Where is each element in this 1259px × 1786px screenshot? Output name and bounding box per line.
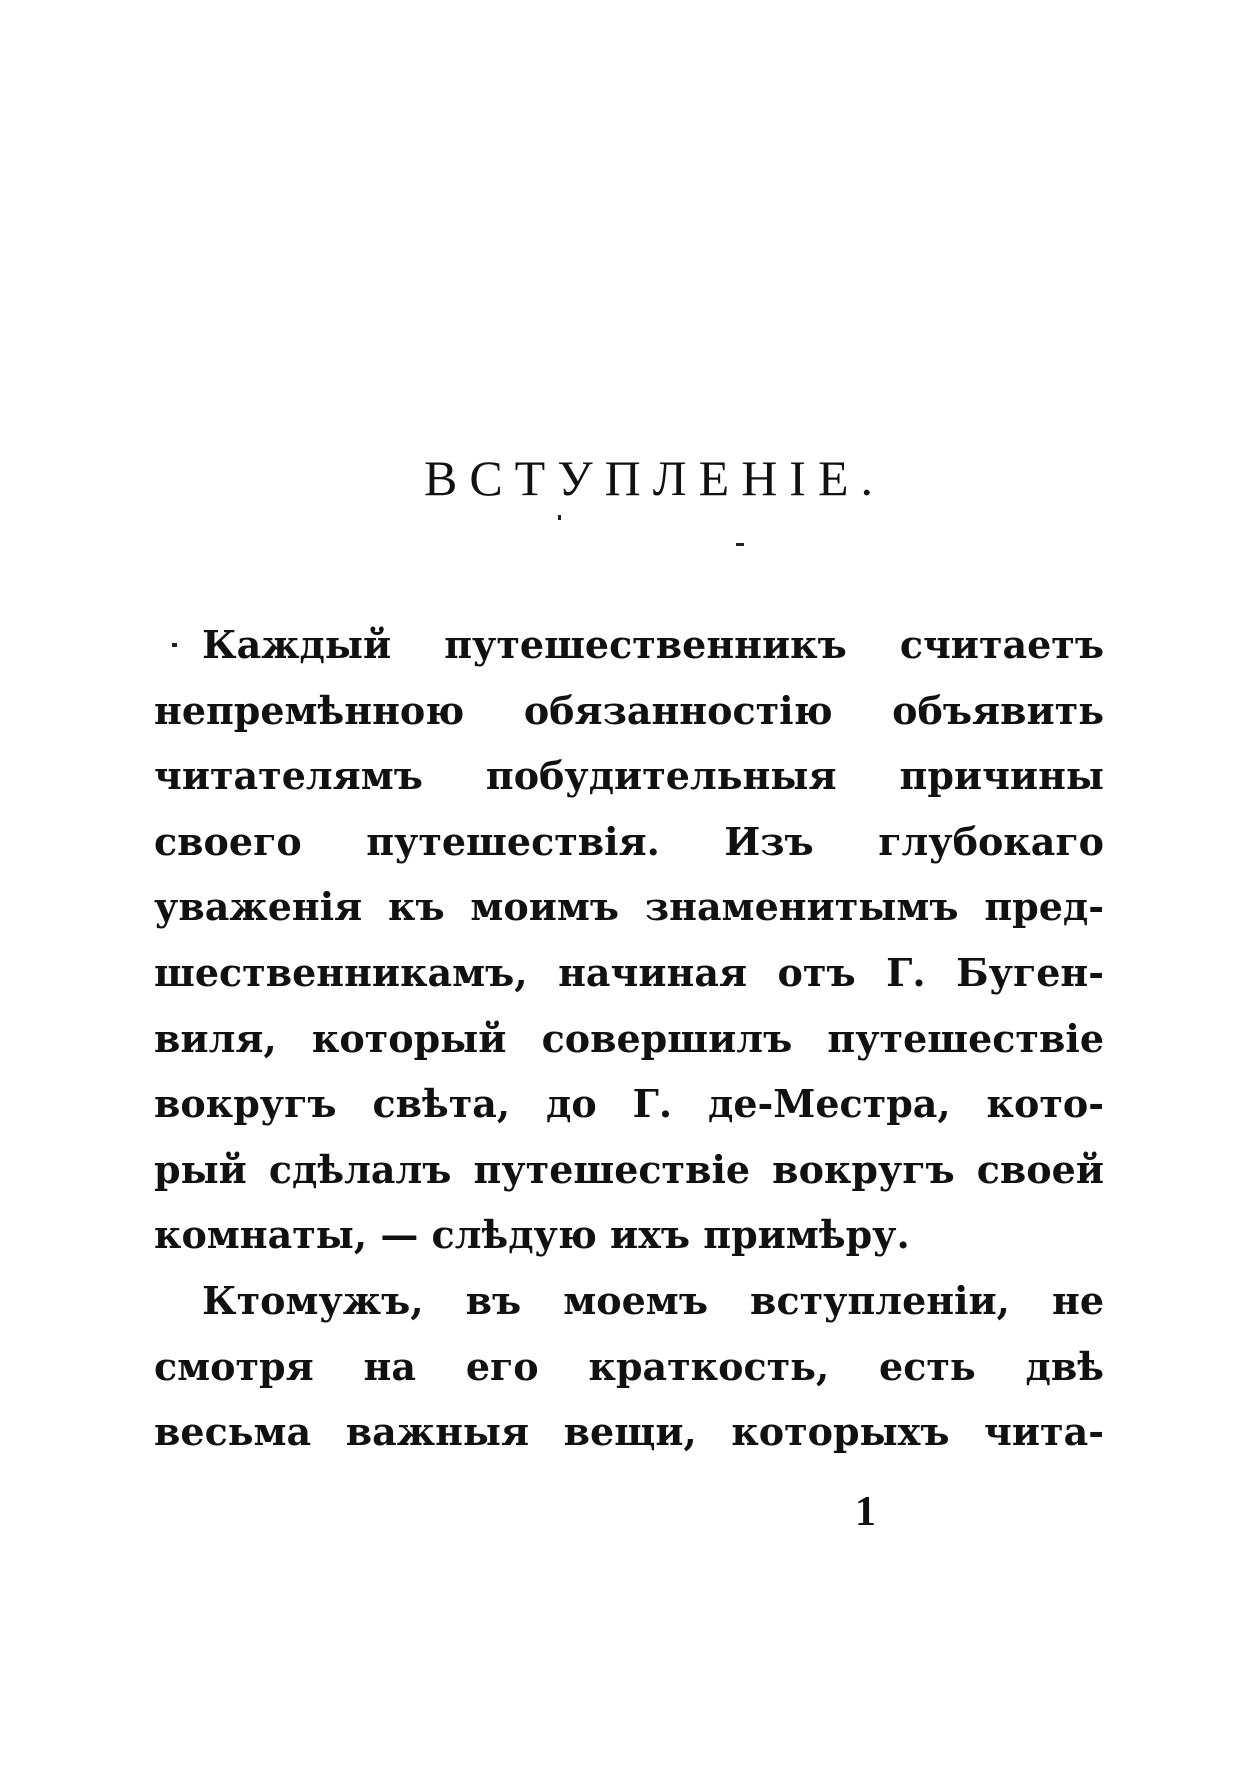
text-line: читателямъ побудительныя причины — [154, 753, 1104, 799]
text-line: Каждый путешественникъ считаетъ — [202, 622, 1104, 667]
text-line: рый сдѣлалъ путешествіе вокругъ своей — [154, 1146, 1104, 1192]
text-line: своего путешествія. Изъ глубокаго — [154, 818, 1104, 864]
print-speck — [558, 515, 561, 520]
text-line: шественникамъ, начиная отъ Г. Буген- — [154, 949, 1104, 995]
chapter-heading: ВСТУПЛЕНІЕ. — [423, 450, 885, 506]
page-number: 1 — [855, 1489, 876, 1535]
text-line: смотря на его краткость, есть двѣ — [154, 1343, 1104, 1389]
print-speck — [736, 543, 744, 546]
text-line: виля, который совершилъ путешествіе — [154, 1015, 1104, 1061]
text-line: Ктомужъ, въ моемъ вступленіи, не — [202, 1277, 1104, 1323]
text-line: комнаты, — слѣдую ихъ примѣру. — [154, 1212, 910, 1258]
text-line: уваженія къ моимъ знаменитымъ пред- — [154, 884, 1104, 930]
text-line: весьма важныя вещи, которыхъ чита- — [154, 1409, 1104, 1455]
body-text — [154, 612, 1104, 1465]
text-line: вокругъ свѣта, до Г. де-Местра, кото- — [154, 1081, 1104, 1127]
text-line: непремѣнною обязанностію объявить — [154, 687, 1104, 733]
